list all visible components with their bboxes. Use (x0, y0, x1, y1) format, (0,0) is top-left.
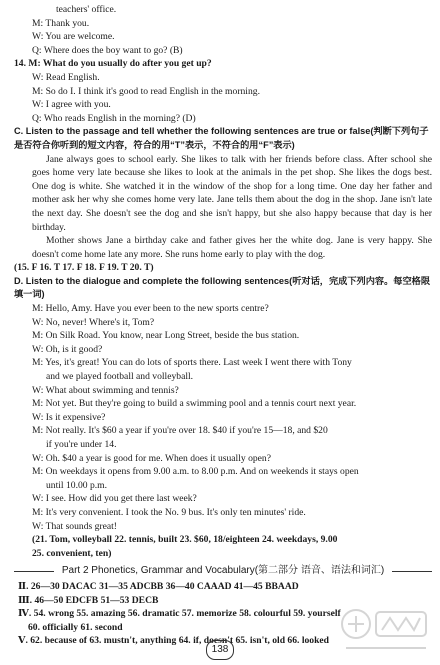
dialogue-line: W: What about swimming and tennis? (32, 384, 179, 396)
answer-line: Ⅱ. 26—30 DACAC 31—35 ADCBB 36—40 CAAAD 41—45 BBAAD (18, 580, 299, 592)
dialogue-line: M: On weekdays it opens from 9.00 a.m. to 8.00 p.m. And on weekends it stays open (32, 466, 359, 478)
dialogue-line: M: Hello, Amy. Have you ever been to the new sports centre? (32, 303, 269, 315)
section-d-answers: 25. convenient, ten) (32, 547, 112, 559)
section-c-heading: C. Listen to the passage and tell whether the following sentences are true or false(判断下列句子是否符合你听到的短文内容，符合的用“T”表示，不符合的用“F”表示) (14, 126, 429, 150)
watermark-logo (336, 600, 436, 660)
document-page (14, 3, 432, 648)
section-d-heading: D. Listen to the dialogue and complete the following sentences(听对话，完成下列内容。每空格限填一词) (14, 275, 431, 300)
section-c-paragraph-1: Jane always goes to school early. She likes to talk with her friends before class. After school she goes home very late because she likes to look at the animals in the pet shop. She likes the dogs best. One dog is white. She watched it in the window of the shop for a long time. One day her father and mother ask her why she comes home very late. Jane tells them about the dog in the shop. Jane isn't late the next day. She doesn't see the dog and she isn't happy, but she also happy because that day is her birthday. (32, 153, 432, 233)
dialogue-line: W: I see. How did you get there last week? (32, 493, 197, 505)
text-line: teachers' office. (56, 4, 117, 15)
section-c-answers: (15. F 16. T 17. F 18. F 19. T 20. T) (14, 262, 154, 274)
dialogue-line: if you're under 14. (46, 439, 117, 450)
dialogue-line: M: Yes, it's great! You can do lots of sports there. Last week I went there with Tony (32, 357, 352, 369)
page-number: 138 (206, 640, 234, 660)
answer-line: Ⅴ. 62. because of 63. mustn't, anything 64. if, doesn't 65. isn't, old 66. looked (18, 635, 330, 647)
dialogue-line: until 10.00 p.m. (46, 479, 108, 491)
dialogue-line: W: Oh, is it good? (32, 343, 103, 355)
part-2-title: Part 2 Phonetics, Grammar and Vocabulary(第二部分 语音、语法和词汇) (61, 565, 385, 577)
section-d-dialogue (14, 302, 432, 560)
dialogue-line: W: Oh. $40 a year is good for me. When does it usually open? (32, 452, 271, 464)
dialogue-line: M: It's very convenient. I took the No. 9 bus. It's only ten minutes' ride. (32, 506, 306, 518)
dialogue-line: M: Not really. It's $60 a year if you're over 18. $40 if you're 15—18, and $20 (32, 425, 328, 437)
dialogue-line: M: Not yet. But they're going to build a swimming pool and a tennis court next year. (32, 398, 357, 410)
dialogue-line: W: Is it expensive? (32, 411, 106, 423)
part-2-title-row (14, 564, 432, 578)
text-line: M: Thank you. (32, 17, 90, 29)
question-14: 14. M: What do you usually do after you get up? (14, 58, 212, 70)
answer-line: Ⅲ. 46—50 EDCFB 51—53 DECB (18, 594, 159, 606)
text-line: Q: Who reads English in the morning? (D) (32, 112, 196, 124)
section-c-paragraph-2: Mother shows Jane a birthday cake and father gives her the white dog. Jane is very happy. She doesn't come home late any more. She runs home early to play with the dog. (32, 235, 432, 260)
text-line: W: I agree with you. (32, 99, 111, 111)
dialogue-line: W: No, never! Where's it, Tom? (32, 316, 155, 328)
divider (392, 571, 432, 572)
text-line: Q: Where does the boy want to go? (B) (32, 44, 183, 56)
answer-line: Ⅳ. 54. wrong 55. amazing 56. dramatic 57. memorize 58. colourful 59. yourself (18, 608, 341, 620)
text-line: W: You are welcome. (32, 31, 115, 43)
text-line: W: Read English. (32, 71, 100, 83)
dialogue-line: and we played football and volleyball. (46, 371, 194, 383)
section-d-answers: (21. Tom, volleyball 22. tennis, built 23. $60, 18/eighteen 24. weekdays, 9.00 (32, 534, 338, 546)
text-line: M: So do I. I think it's good to read English in the morning. (32, 85, 260, 97)
answer-line: 60. officially 61. second (28, 621, 123, 633)
dialogue-line: M: On Silk Road. You know, near Long Street, beside the bus station. (32, 330, 300, 342)
dialogue-line: W: That sounds great! (32, 520, 117, 532)
divider (14, 571, 54, 572)
